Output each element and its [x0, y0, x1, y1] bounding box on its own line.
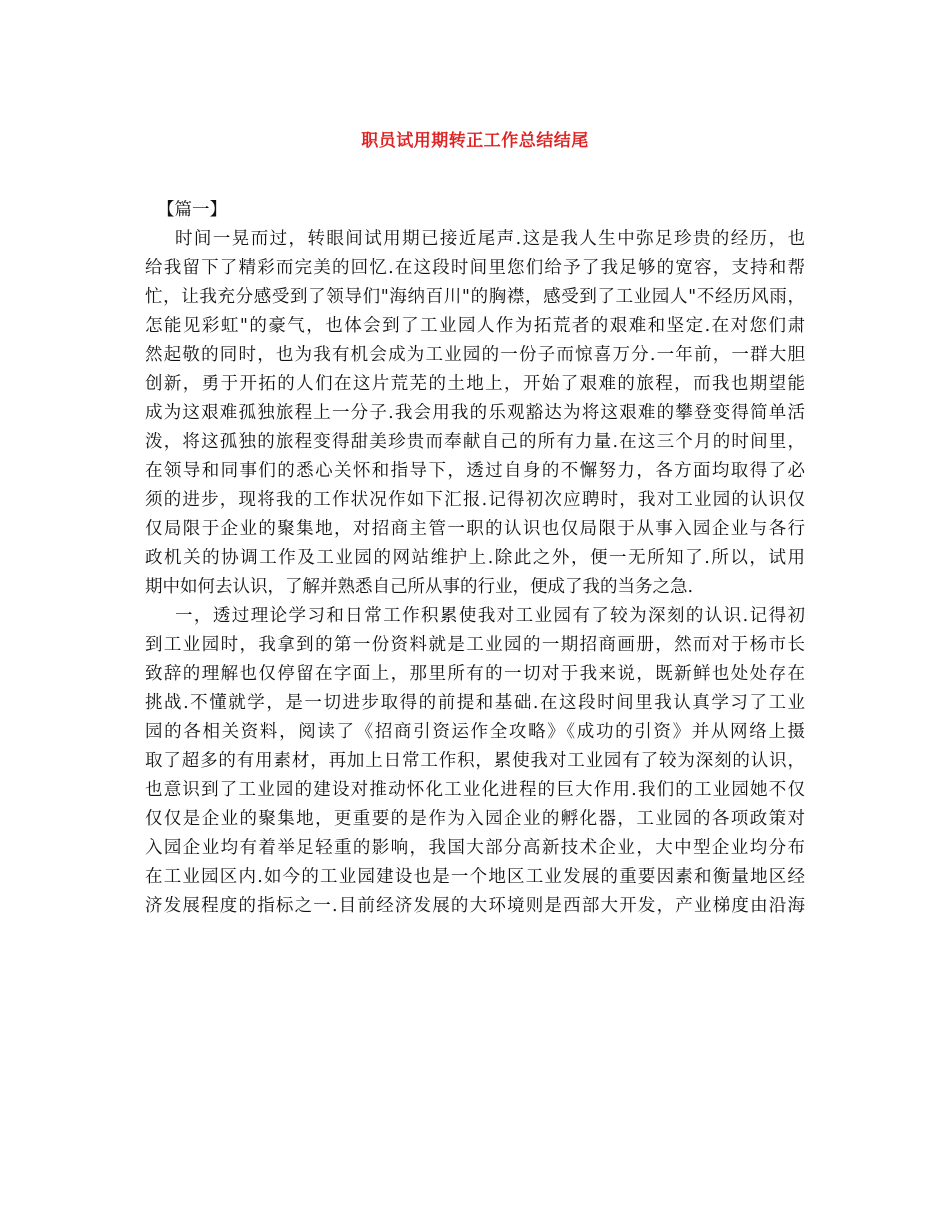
paragraph-line: 政机关的协调工作及工业园的网站维护上.除此之外，便一无所知了.所以，试用: [145, 548, 805, 568]
paragraph-line: 园的各相关资料，阅读了《招商引资运作全攻略》《成功的引资》并从网络上摄: [145, 722, 805, 742]
paragraph-line: 济发展程度的指标之一.目前经济发展的大环境则是西部大开发，产业梯度由沿海: [145, 896, 805, 916]
document-body: [145, 196, 805, 921]
paragraph-line: 挑战.不懂就学，是一切进步取得的前提和基础.在这段时间里我认真学习了工业: [145, 693, 805, 713]
paragraph-line: 到工业园时，我拿到的第一份资料就是工业园的一期招商画册，然而对于杨市长: [145, 635, 805, 655]
paragraph-line: 一，透过理论学习和日常工作积累使我对工业园有了较为深刻的认识.记得初: [175, 606, 805, 626]
paragraph-line: 仅局限于企业的聚集地，对招商主管一职的认识也仅局限于从事入园企业与各行: [145, 519, 805, 539]
paragraph-line: 成为这艰难孤独旅程上一分子.我会用我的乐观豁达为将这艰难的攀登变得简单活: [145, 403, 805, 423]
paragraph-line: 致辞的理解也仅停留在字面上，那里所有的一切对于我来说，既新鲜也处处存在: [145, 664, 805, 684]
section-heading: 【篇一】: [157, 200, 227, 220]
paragraph-line: 时间一晃而过，转眼间试用期已接近尾声.这是我人生中弥足珍贵的经历，也: [175, 229, 805, 249]
paragraph-line: 泼，将这孤独的旅程变得甜美珍贵而奉献自己的所有力量.在这三个月的时间里，: [145, 432, 805, 452]
paragraph-line: 怎能见彩虹"的豪气，也体会到了工业园人作为拓荒者的艰难和坚定.在对您们肃: [145, 316, 805, 336]
paragraph-line: 给我留下了精彩而完美的回忆.在这段时间里您们给予了我足够的宽容，支持和帮: [145, 258, 805, 278]
paragraph-line: 在工业园区内.如今的工业园建设也是一个地区工业发展的重要因素和衡量地区经: [145, 867, 805, 887]
paragraph-line: 期中如何去认识，了解并熟悉自己所从事的行业，便成了我的当务之急.: [145, 577, 694, 597]
paragraph-line: 在领导和同事们的悉心关怀和指导下，透过自身的不懈努力，各方面均取得了必: [145, 461, 805, 481]
paragraph-line: 也意识到了工业园的建设对推动怀化工业化进程的巨大作用.我们的工业园她不仅: [145, 780, 805, 800]
paragraph-line: 入园企业均有着举足轻重的影响，我国大部分高新技术企业，大中型企业均分布: [145, 838, 805, 858]
paragraph-line: 取了超多的有用素材，再加上日常工作积，累使我对工业园有了较为深刻的认识，: [145, 751, 805, 771]
paragraph-line: 须的进步，现将我的工作状况作如下汇报.记得初次应聘时，我对工业园的认识仅: [145, 490, 805, 510]
paragraph-line: 忙，让我充分感受到了领导们"海纳百川"的胸襟，感受到了工业园人"不经历风雨，: [145, 287, 805, 307]
paragraph-line: 创新，勇于开拓的人们在这片荒芜的土地上，开始了艰难的旅程，而我也期望能: [145, 374, 805, 394]
paragraph-line: 然起敬的同时，也为我有机会成为工业园的一份子而惊喜万分.一年前，一群大胆: [145, 345, 805, 365]
document-title: 职员试用期转正工作总结结尾: [361, 131, 589, 151]
paragraph-line: 仅仅是企业的聚集地，更重要的是作为入园企业的孵化器，工业园的各项政策对: [145, 809, 805, 829]
